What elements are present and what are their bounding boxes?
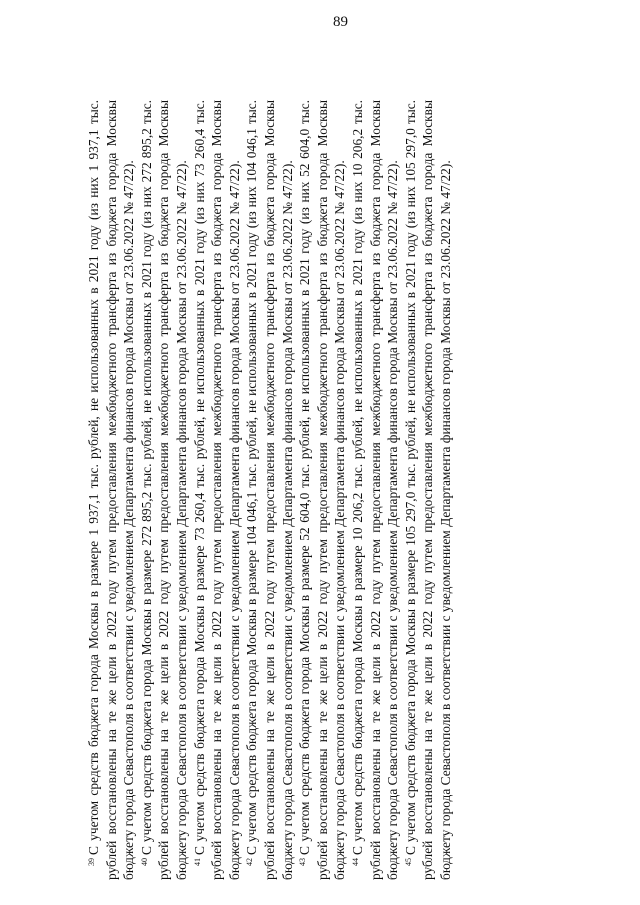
footnote-text: С учетом средств бюджета города Москвы в размере 73 260,4 тыс. рублей, не использованных в 2021 году (из них 73 260,4 тыс. рублей восстановлены на те же цели в 2022 году путем предоставления межбюджетного трансферта из бюджета города Москвы бюджету города Севастополя в соответствии с уведомлением Департамента финансов города Москвы от 23.06.2022 № 47/22). (191, 100, 242, 880)
footnote-text: С учетом средств бюджета города Москвы в размере 1 937,1 тыс. рублей, не использованных в 2021 году (из них 1 937,1 тыс. рублей восстановлены на те же цели в 2022 году путем предоставления межбюджетного трансферта из бюджета города Москвы бюджету города Севастополя в соответствии с уведомлением Департамента финансов города Москвы от 23.06.2022 № 47/22). (86, 100, 137, 880)
footnote-45 (402, 100, 455, 880)
footnote-42 (243, 100, 296, 880)
footnote-43 (296, 100, 349, 880)
footnote-text: С учетом средств бюджета города Москвы в размере 272 895,2 тыс. рублей, не использованных в 2021 году (из них 272 895,2 тыс. рублей восстановлены на те же цели в 2022 году путем предоставления межбюджетного трансферта из бюджета города Москвы бюджету города Севастополя в соответствии с уведомлением Департамента финансов города Москвы от 23.06.2022 № 47/22). (138, 100, 189, 880)
footnote-number: 40 (139, 858, 149, 866)
footnote-44 (349, 100, 402, 880)
page-number: 89 (333, 14, 348, 30)
footnote-text: С учетом средств бюджета города Москвы в размере 52 604,0 тыс. рублей, не использованных в 2021 году (из них 52 604,0 тыс. рублей восстановлены на те же цели в 2022 году путем предоставления межбюджетного трансферта из бюджета города Москвы бюджету города Севастополя в соответствии с уведомлением Департамента финансов города Москвы от 23.06.2022 № 47/22). (297, 100, 348, 880)
footnote-text: С учетом средств бюджета города Москвы в размере 104 046,1 тыс. рублей, не использованных в 2021 году (из них 104 046,1 тыс. рублей восстановлены на те же цели в 2022 году путем предоставления межбюджетного трансферта из бюджета города Москвы бюджету города Севастополя в соответствии с уведомлением Департамента финансов города Москвы от 23.06.2022 № 47/22). (244, 100, 295, 880)
footnote-number: 44 (350, 858, 360, 866)
footnote-number: 39 (87, 858, 96, 866)
footnotes-block (85, 100, 605, 880)
footnote-number: 41 (192, 858, 202, 866)
footnote-number: 42 (245, 858, 255, 866)
footnote-number: 43 (298, 858, 308, 866)
footnote-text: С учетом средств бюджета города Москвы в размере 105 297,0 тыс. рублей, не использованных в 2021 году (из них 105 297,0 тыс. рублей восстановлены на те же цели в 2022 году путем предоставления межбюджетного трансферта из бюджета города Москвы бюджету города Севастополя в соответствии с уведомлением Департамента финансов города Москвы от 23.06.2022 № 47/22). (402, 100, 453, 880)
footnote-text: С учетом средств бюджета города Москвы в размере 10 206,2 тыс. рублей, не использованных в 2021 году (из них 10 206,2 тыс. рублей восстановлены на те же цели в 2022 году путем предоставления межбюджетного трансферта из бюджета города Москвы бюджету города Севастополя в соответствии с уведомлением Департамента финансов города Москвы от 23.06.2022 № 47/22). (349, 100, 401, 880)
footnote-number: 45 (403, 858, 413, 866)
footnote-41 (191, 100, 244, 880)
footnote-40 (138, 100, 191, 880)
footnote-39 (85, 100, 138, 880)
